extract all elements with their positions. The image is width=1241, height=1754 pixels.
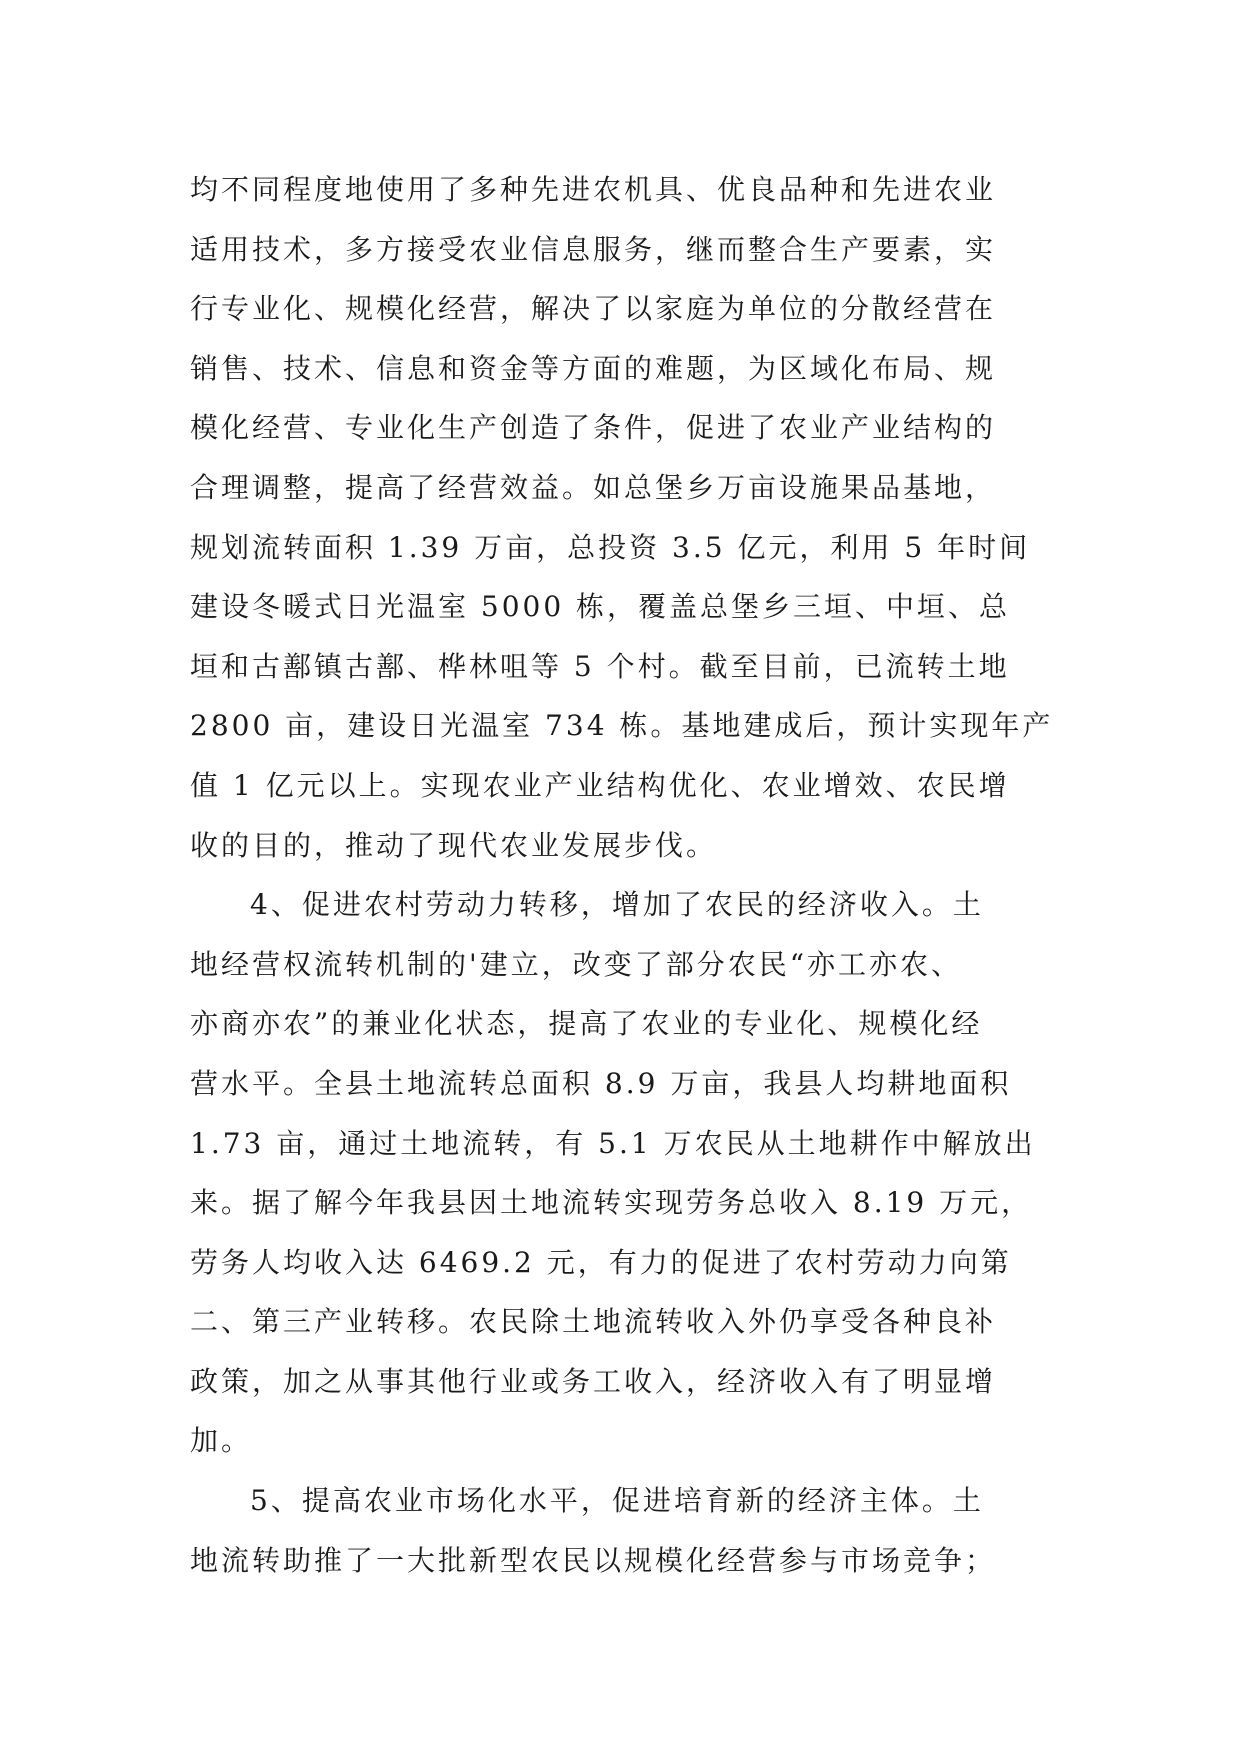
text-line: 模化经营、专业化生产创造了条件，促进了农业产业结构的 [190, 411, 997, 445]
text-line: 加。 [190, 1424, 253, 1458]
text-line: 1.73 亩，通过土地流转，有 5.1 万农民从土地耕作中解放出 [190, 1126, 1036, 1160]
text-line: 规划流转面积 1.39 万亩，总投资 3.5 亿元，利用 5 年时间 [190, 530, 1031, 564]
text-line: 收的目的，推动了现代农业发展步伐。 [190, 828, 718, 862]
text-line: 2800 亩，建设日光温室 734 栋。基地建成后，预计实现年产 [190, 709, 1054, 743]
text-line: 均不同程度地使用了多种先进农机具、优良品种和先进农业 [190, 173, 997, 206]
body-text [190, 160, 1070, 1590]
paragraph-5-first-line: 5、提高农业市场化水平，促进培育新的经济主体。土 [250, 1484, 984, 1518]
text-line: 适用技术，多方接受农业信息服务，继而整合生产要素，实 [190, 232, 997, 266]
text-line: 劳务人均收入达 6469.2 元，有力的促进了农村劳动力向第 [190, 1245, 1012, 1279]
text-line: 垣和古鄯镇古鄯、桦林咀等 5 个村。截至目前，已流转土地 [190, 649, 1010, 683]
text-line: 值 1 亿元以上。实现农业产业结构优化、农业增效、农民增 [190, 768, 1010, 802]
text-line: 营水平。全县土地流转总面积 8.9 万亩，我县人均耕地面积 [190, 1066, 1012, 1100]
text-line: 行专业化、规模化经营，解决了以家庭为单位的分散经营在 [190, 292, 997, 326]
paragraph-4-first-line: 4、促进农村劳动力转移，增加了农民的经济收入。土 [250, 888, 984, 922]
text-line: 地流转助推了一大批新型农民以规模化经营参与市场竞争； [190, 1543, 997, 1577]
text-line: 二、第三产业转移。农民除土地流转收入外仍享受各种良补 [190, 1305, 997, 1339]
text-line: 建设冬暖式日光温室 5000 栋，覆盖总堡乡三垣、中垣、总 [190, 590, 1011, 624]
text-line: 地经营权流转机制的'建立，改变了部分农民“亦工亦农、 [190, 947, 963, 981]
text-line: 合理调整，提高了经营效益。如总堡乡万亩设施果品基地， [190, 470, 997, 504]
text-line: 亦商亦农”的兼业化状态，提高了农业的专业化、规模化经 [190, 1007, 983, 1041]
text-line: 政策，加之从事其他行业或务工收入，经济收入有了明显增 [190, 1364, 997, 1398]
text-line: 销售、技术、信息和资金等方面的难题，为区域化布局、规 [190, 351, 997, 385]
text-line: 来。据了解今年我县因土地流转实现劳务总收入 8.19 万元， [190, 1186, 1033, 1220]
